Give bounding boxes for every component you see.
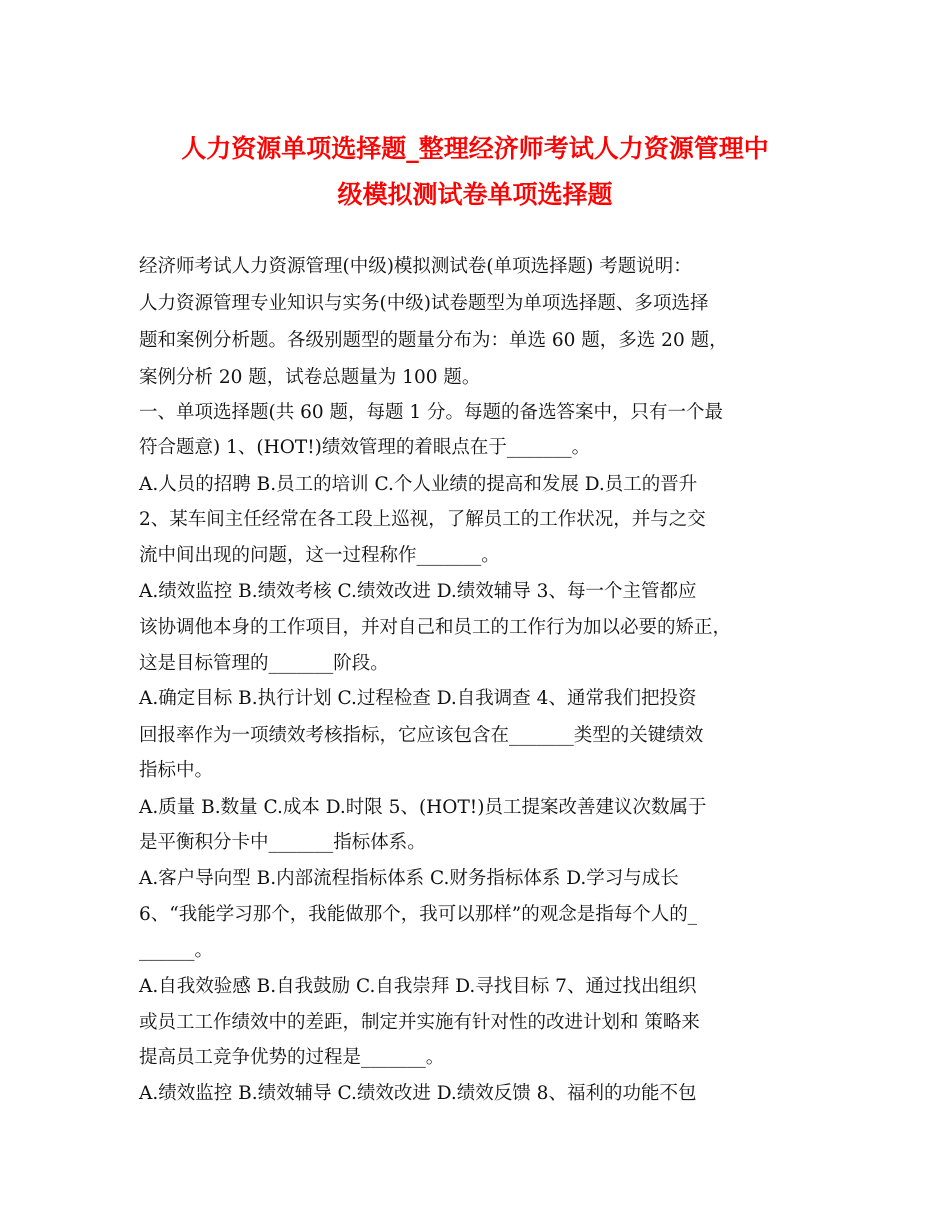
body-line: 一、单项选择题(共 60 题，每题 1 分。每题的备选答案中，只有一个最 bbox=[139, 402, 724, 423]
body-line: 该协调他本身的工作项目，并对自己和员工的工作行为加以必要的矫正， bbox=[139, 617, 732, 638]
body-line: 6、“我能学习那个，我能做那个，我可以那样”的观念是指每个人的_ bbox=[139, 904, 697, 925]
body-line: A.人员的招聘 B.员工的培训 C.个人业绩的提高和发展 D.员工的晋升 bbox=[139, 474, 698, 495]
body-line: A.绩效监控 B.绩效辅导 C.绩效改进 D.绩效反馈 8、福利的功能不包 bbox=[139, 1083, 697, 1104]
body-line: 提高员工竞争优势的过程是_______。 bbox=[139, 1047, 445, 1068]
body-line: 是平衡积分卡中_______指标体系。 bbox=[139, 832, 426, 853]
body-line: A.自我效验感 B.自我鼓励 C.自我崇拜 D.寻找目标 7、通过找出组织 bbox=[139, 976, 697, 997]
body-line: 经济师考试人力资源管理(中级)模拟测试卷(单项选择题) 考题说明： bbox=[139, 256, 692, 277]
document-title-line-1: 人力资源单项选择题_整理经济师考试人力资源管理中 bbox=[181, 134, 769, 163]
body-line: 2、某车间主任经常在各工段上巡视，了解员工的工作状况，并与之交 bbox=[139, 509, 706, 530]
body-line: A.确定目标 B.执行计划 C.过程检查 D.自我调查 4、通常我们把投资 bbox=[139, 688, 697, 709]
body-line: 案例分析 20 题，试卷总题量为 100 题。 bbox=[139, 367, 481, 388]
body-line: 题和案例分析题。各级别题型的题量分布为：单选 60 题，多选 20 题， bbox=[139, 330, 728, 351]
body-line: 回报率作为一项绩效考核指标，它应该包含在_______类型的关键绩效 bbox=[139, 725, 704, 746]
document-title-line-2: 级模拟测试卷单项选择题 bbox=[337, 180, 613, 209]
body-line: 人力资源管理专业知识与实务(中级)试卷题型为单项选择题、多项选择 bbox=[139, 293, 709, 314]
body-line: 指标中。 bbox=[139, 760, 214, 781]
body-line: A.绩效监控 B.绩效考核 C.绩效改进 D.绩效辅导 3、每一个主管都应 bbox=[139, 581, 697, 602]
body-line: A.质量 B.数量 C.成本 D.时限 5、(HOT!)员工提案改善建议次数属于 bbox=[139, 797, 707, 818]
body-line: 流中间出现的问题，这一过程称作_______。 bbox=[139, 545, 500, 566]
body-line: 或员工工作绩效中的差距，制定并实施有针对性的改进计划和 策略来 bbox=[139, 1012, 700, 1033]
body-line: 符合题意) 1、(HOT!)绩效管理的着眼点在于_______。 bbox=[139, 437, 591, 458]
body-line: ______。 bbox=[139, 940, 214, 961]
body-line: A.客户导向型 B.内部流程指标体系 C.财务指标体系 D.学习与成长 bbox=[139, 868, 679, 889]
body-line: 这是目标管理的_______阶段。 bbox=[139, 653, 389, 674]
